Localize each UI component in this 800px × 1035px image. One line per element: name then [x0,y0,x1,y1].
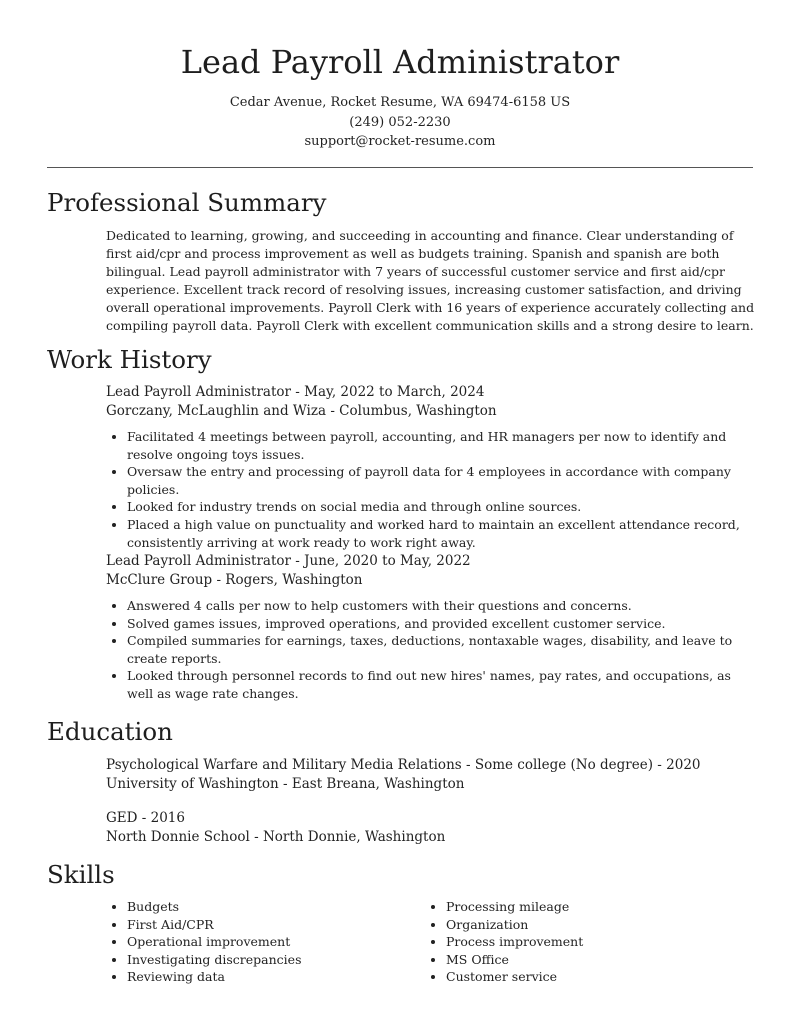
skill-item: • Budgets [127,898,407,916]
education-degree-line: GED - 2016 [106,810,185,826]
education-entry [106,756,756,794]
job-bullets [106,597,756,703]
skill-item: • Operational improvement [127,933,407,951]
skills-list-left [106,898,407,986]
skill-item: • MS Office [446,951,726,969]
summary-heading: Professional Summary [47,188,327,217]
job-bullet: • Looked through personnel records to find out new hires' names, pay rates, and occupations, as well as wage rate changes. [127,667,756,702]
education-heading: Education [47,717,173,746]
job-bullet: • Looked for industry trends on social media and through online sources. [127,498,756,516]
skill-item: • Reviewing data [127,968,407,986]
skills-heading: Skills [47,860,115,889]
header-divider [47,167,753,168]
job-title-line: Lead Payroll Administrator - May, 2022 to March, 2024 [106,384,485,400]
job-bullet: • Compiled summaries for earnings, taxes, deductions, nontaxable wages, disability, and leave to create reports. [127,632,756,667]
summary-text: Dedicated to learning, growing, and succeeding in accounting and finance. Clear understanding of first aid/cpr and process improvement as well as budgets training. Spanish and spanish are both bilingual. Lead payroll administrator with 7 years of successful customer service and first aid/cpr experience. Excellent track record of resolving issues, increasing customer satisfaction, and driving overall operational improvements. Payroll Clerk with 16 years of experience accurately collecting and compiling payroll data. Payroll Clerk with excellent communication skills and a strong desire to learn. [106,228,755,333]
education-school-line: North Donnie School - North Donnie, Washington [106,829,446,845]
job-company-line: Gorczany, McLaughlin and Wiza - Columbus, Washington [106,403,497,419]
job-bullet: • Facilitated 4 meetings between payroll, accounting, and HR managers per now to identify and resolve ongoing toys issues. [127,428,756,463]
resume-name: Lead Payroll Administrator [180,43,620,81]
education-school-line: University of Washington - East Breana, Washington [106,776,465,792]
skills-list-right [425,898,726,986]
skill-item: • Investigating discrepancies [127,951,407,969]
work-history-heading: Work History [47,345,212,374]
job-bullets [106,428,756,551]
job-bullet: • Answered 4 calls per now to help customers with their questions and concerns. [127,597,756,615]
education-entry [106,809,756,847]
job-bullet: • Placed a high value on punctuality and worked hard to maintain an excellent attendance record, consistently arriving at work ready to work right away. [127,516,756,551]
job-title-line: Lead Payroll Administrator - June, 2020 to May, 2022 [106,553,471,569]
job-entry [106,552,756,703]
skill-item: • First Aid/CPR [127,916,407,934]
address: Cedar Avenue, Rocket Resume, WA 69474-6158 US [229,95,571,110]
job-entry [106,383,756,551]
email: support@rocket-resume.com [304,134,496,149]
job-company-line: McClure Group - Rogers, Washington [106,572,363,588]
skill-item: • Organization [446,916,726,934]
skill-item: • Processing mileage [446,898,726,916]
job-bullet: • Solved games issues, improved operations, and provided excellent customer service. [127,615,756,633]
skill-item: • Customer service [446,968,726,986]
skill-item: • Process improvement [446,933,726,951]
contact-info [0,93,800,152]
education-degree-line: Psychological Warfare and Military Media Relations - Some college (No degree) - 2020 [106,757,701,773]
phone: (249) 052-2230 [349,114,451,130]
job-bullet: • Oversaw the entry and processing of payroll data for 4 employees in accordance with company policies. [127,463,756,498]
